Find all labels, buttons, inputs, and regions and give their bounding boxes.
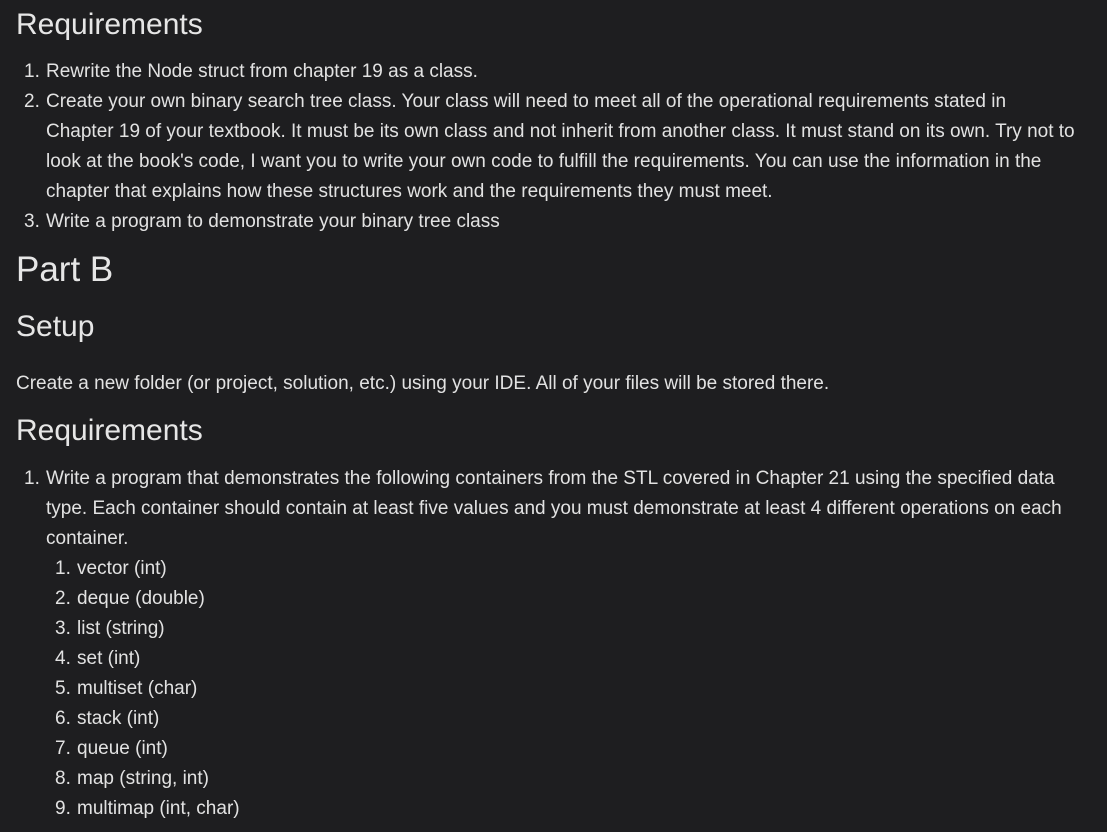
container-item: 5. multiset (char) <box>55 678 198 699</box>
setup-text: Create a new folder (or project, solution, etc.) using your IDE. All of your files will be stored there. <box>16 373 830 394</box>
requirements-heading: Requirements <box>16 8 203 41</box>
container-item: 3. list (string) <box>55 618 165 639</box>
container-item: 2. deque (double) <box>55 588 205 609</box>
list-item-text: Rewrite the Node struct from chapter 19 as a class. <box>46 61 478 82</box>
container-item: 7. queue (int) <box>55 738 168 759</box>
container-item: 1. vector (int) <box>55 558 167 579</box>
list-item-text: Write a program to demonstrate your binary tree class <box>46 211 500 232</box>
containers-list <box>46 554 1075 824</box>
list-item: 2. Create your own binary search tree class. Your class will need to meet all of the operational requirements stated in Chapter 19 of your textbook. It must be its own class and not inherit from another class. It must stand on its own. Try not to look at the book's code, I want you to write your own code to fulfill the requirements. You can use the information in the chapter that explains how these structures work and the requirements they must meet. <box>24 91 1075 202</box>
part-b-requirements-heading: Requirements <box>16 414 203 447</box>
part-b-title: Part B <box>16 250 114 289</box>
container-item: 8. map (string, int) <box>55 768 209 789</box>
setup-heading: Setup <box>16 310 95 343</box>
container-item: 6. stack (int) <box>55 708 160 729</box>
container-item: 9. multimap (int, char) <box>55 798 240 819</box>
list-item-text: Write a program that demonstrates the following containers from the STL covered in Chapter 21 using the specified data type. Each container should contain at least five values and you must demonstrate at least 4 different operations on each container. <box>46 468 1062 549</box>
list-item: 1. Write a program that demonstrates the following containers from the STL covered in Chapter 21 using the specified data type. Each container should contain at least five values and you must demonstrate at least 4 different operations on each container. 1. vector (int) 2. deque (double) 3. list (string) 4. set (int) 5. multiset (char) 6. stack (int) 7. queue (int) 8. map (string, int) 9. multimap (int, char) <box>15 464 1075 824</box>
requirements-list <box>15 57 1075 237</box>
list-item: 1. Rewrite the Node struct from chapter 19 as a class. <box>24 61 478 82</box>
container-item: 4. set (int) <box>55 648 141 669</box>
list-item-text: Create your own binary search tree class. Your class will need to meet all of the operational requirements stated in Chapter 19 of your textbook. It must be its own class and not inherit from another class. It must stand on its own. Try not to look at the book's code, I want you to write your own code to fulfill the requirements. You can use the information in the chapter that explains how these structures work and the requirements they must meet. <box>46 91 1075 202</box>
part-b-requirements-list <box>15 464 1075 824</box>
list-item: 3. Write a program to demonstrate your binary tree class <box>24 211 500 232</box>
